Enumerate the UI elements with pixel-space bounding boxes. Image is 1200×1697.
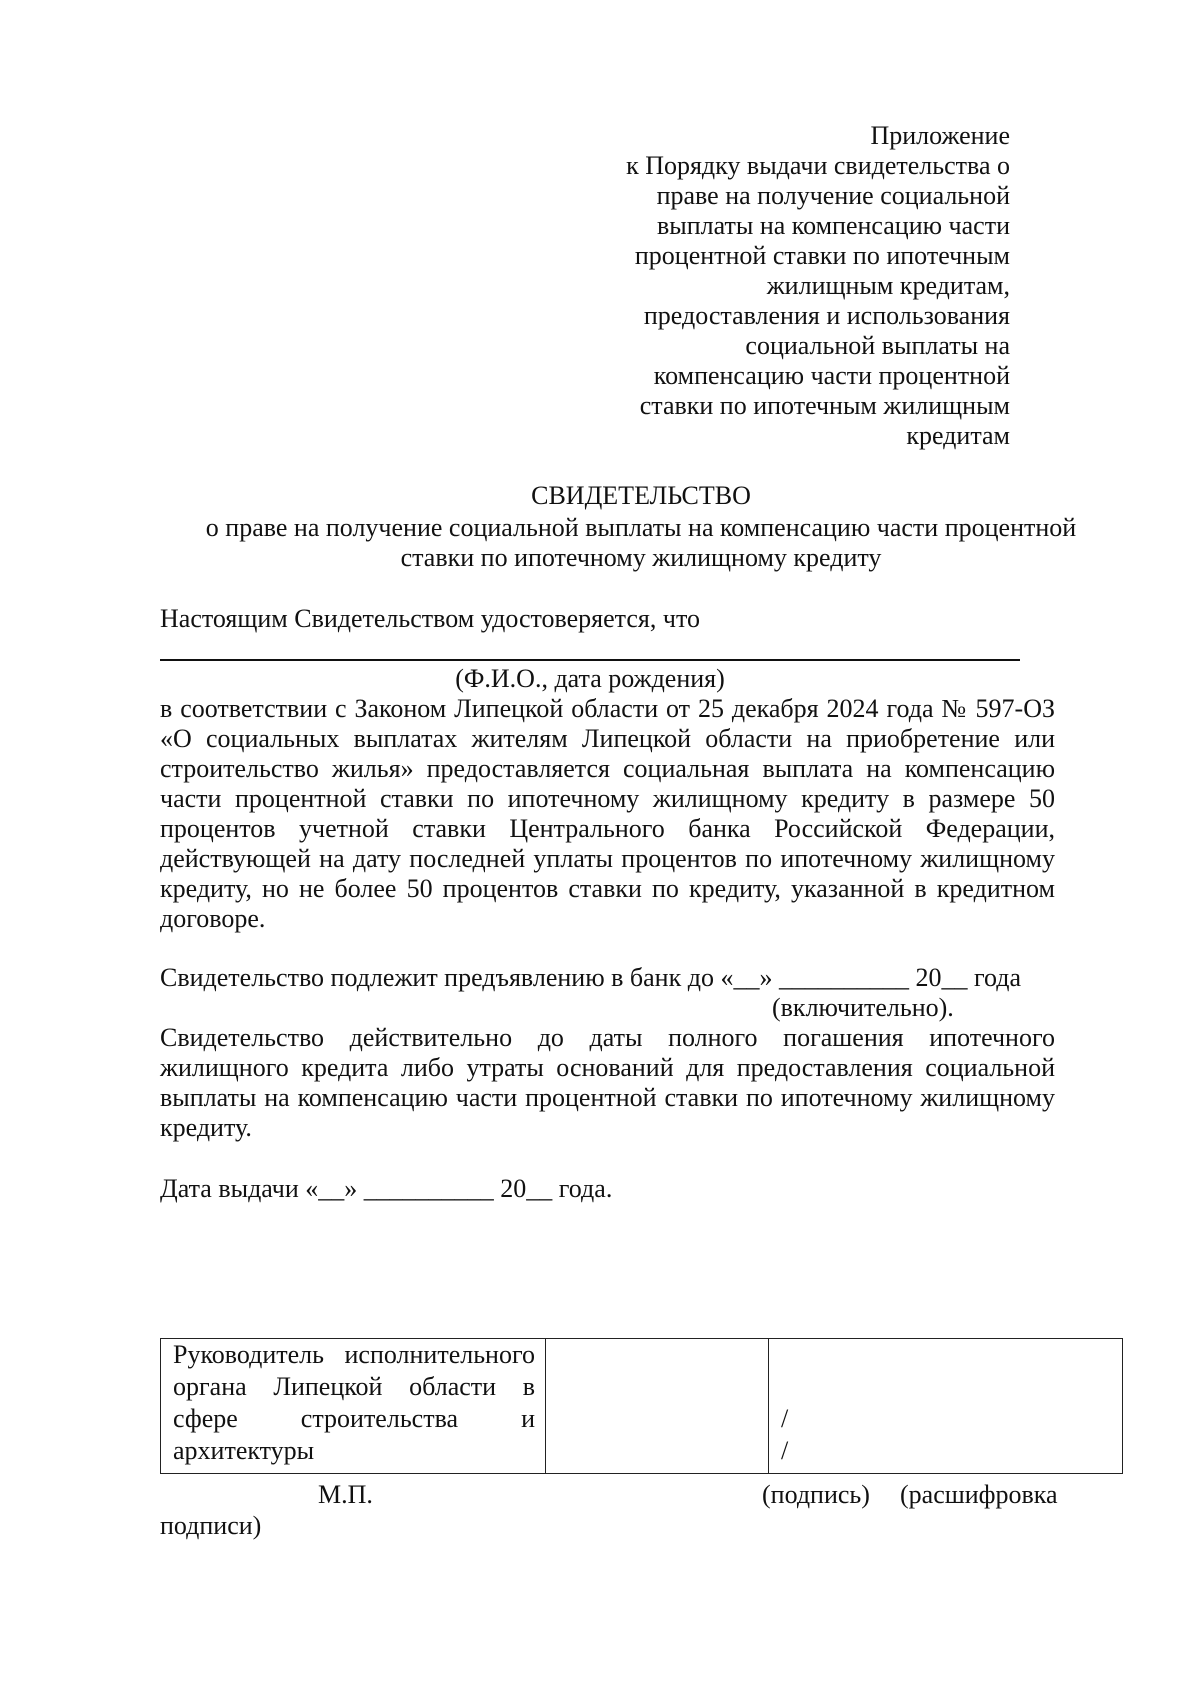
decoding-caption: (расшифровка xyxy=(900,1480,1058,1509)
paragraph-line: кредиту, но не более 50 процентов ставки по кредиту, указанной в кредитном xyxy=(160,874,1055,903)
appendix-line: выплаты на компенсацию части xyxy=(656,211,1010,240)
presentation-deadline: Свидетельство подлежит предъявлению в банк до «__» __________ 20__ года xyxy=(160,963,1021,992)
appendix-line: компенсацию части процентной xyxy=(653,361,1010,390)
fio-caption: (Ф.И.О., дата рождения) xyxy=(455,664,725,693)
paragraph-line: договоре. xyxy=(160,904,266,933)
appendix-line: праве на получение социальной xyxy=(656,181,1010,210)
decoding-caption-continued: подписи) xyxy=(160,1511,262,1540)
stamp-label: М.П. xyxy=(318,1480,373,1509)
paragraph-line: строительство жилья» предоставляется социальная выплата на компенсацию xyxy=(160,754,1055,783)
slash-mark: / xyxy=(781,1436,789,1465)
paragraph-line: «О социальных выплатах жителям Липецкой области на приобретение или xyxy=(160,724,1055,753)
document-subtitle-line: о праве на получение социальной выплаты на компенсацию части процентной xyxy=(205,513,1077,542)
slash-mark: / xyxy=(781,1404,789,1433)
position-line: Руководитель исполнительного xyxy=(173,1340,535,1369)
appendix-line: кредитам xyxy=(906,421,1010,450)
appendix-line: Приложение xyxy=(870,121,1010,150)
position-line: органа Липецкой области в xyxy=(173,1372,535,1401)
position-line: архитектуры xyxy=(173,1436,315,1465)
appendix-line: к Порядку выдачи свидетельства о xyxy=(626,151,1010,180)
position-line: сфере строительства и xyxy=(173,1404,535,1433)
inclusive-note: (включительно). xyxy=(772,993,954,1022)
signature-caption: (подпись) xyxy=(762,1480,870,1509)
appendix-line: жилищным кредитам, xyxy=(766,271,1010,300)
validity-line: Свидетельство действительно до даты полного погашения ипотечного xyxy=(160,1023,1055,1052)
appendix-line: предоставления и использования xyxy=(643,301,1010,330)
validity-line: кредиту. xyxy=(160,1113,252,1142)
certify-intro: Настоящим Свидетельством удостоверяется, что xyxy=(160,604,700,633)
appendix-line: социальной выплаты на xyxy=(745,331,1010,360)
position-cell xyxy=(161,1339,546,1474)
signature-cell xyxy=(546,1339,769,1474)
document-subtitle-line: ставки по ипотечному жилищному кредиту xyxy=(400,543,882,572)
paragraph-line: части процентной ставки по ипотечному жилищному кредиту в размере 50 xyxy=(160,784,1055,813)
validity-line: выплаты на компенсацию части процентной ставки по ипотечному жилищному xyxy=(160,1083,1055,1112)
fio-blank-line xyxy=(160,659,1020,661)
paragraph-line: процентов учетной ставки Центрального банка Российской Федерации, xyxy=(160,814,1055,843)
paragraph-line: действующей на дату последней уплаты процентов по ипотечному жилищному xyxy=(160,844,1055,873)
signature-table xyxy=(160,1338,1123,1474)
validity-line: жилищного кредита либо утраты оснований для предоставления социальной xyxy=(160,1053,1055,1082)
document-title: СВИДЕТЕЛЬСТВО xyxy=(531,481,751,510)
appendix-line: процентной ставки по ипотечным xyxy=(634,241,1010,270)
issue-date: Дата выдачи «__» __________ 20__ года. xyxy=(160,1174,613,1203)
paragraph-line: в соответствии с Законом Липецкой области от 25 декабря 2024 года № 597-ОЗ xyxy=(160,694,1055,723)
decoding-cell xyxy=(769,1339,1123,1474)
appendix-line: ставки по ипотечным жилищным xyxy=(639,391,1010,420)
